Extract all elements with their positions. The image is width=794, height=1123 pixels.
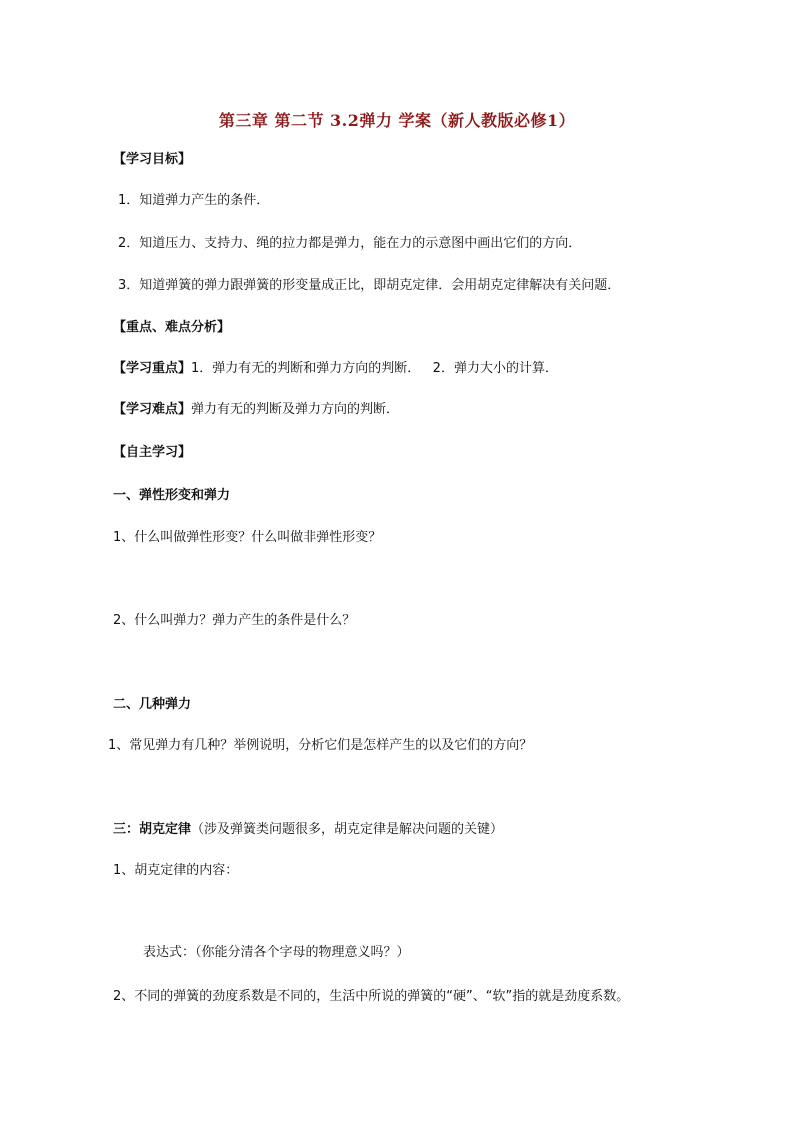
section1-question-1: 1、什么叫做弹性形变？什么叫做非弹性形变？ — [113, 530, 382, 545]
difficulty-line — [113, 402, 399, 418]
section2-heading: 二、几种弹力 — [113, 697, 192, 712]
difficulty-label: 【学习难点】 — [113, 402, 192, 417]
section3-heading-line — [113, 822, 503, 838]
objectives-heading: 【学习目标】 — [113, 152, 192, 167]
section3-expression: 表达式：（你能分清各个字母的物理意义吗？） — [143, 945, 410, 960]
section3-question-2: 2、不同的弹簧的劲度系数是不同的，生活中所说的弹簧的“硬”、“软”指的就是劲度系数。 — [113, 989, 630, 1004]
section1-question-2: 2、什么叫弹力？弹力产生的条件是什么？ — [113, 613, 356, 628]
objective-item-1: 1．知道弹力产生的条件． — [118, 193, 270, 208]
section3-note: （涉及弹簧类问题很多，胡克定律是解决问题的关键） — [191, 822, 504, 837]
analysis-heading: 【重点、难点分析】 — [113, 320, 231, 335]
objective-item-3: 3．知道弹簧的弹力跟弹簧的形变量成正比，即胡克定律．会用胡克定律解决有关问题． — [118, 278, 621, 293]
page-title: 第三章 第二节 3.2弹力 学案（新人教版必修1） — [218, 111, 576, 130]
self-study-heading: 【自主学习】 — [113, 445, 192, 460]
key-points-text: 1．弹力有无的判断和弹力方向的判断． 2．弹力大小的计算． — [191, 361, 558, 376]
difficulty-text: 弹力有无的判断及弹力方向的判断． — [191, 402, 400, 417]
section3-heading: 三：胡克定律 — [113, 822, 192, 837]
section2-question-1: 1、常见弹力有几种？举例说明，分析它们是怎样产生的以及它们的方向？ — [108, 738, 533, 753]
section3-question-1: 1、胡克定律的内容： — [113, 863, 239, 878]
section1-heading: 一、弹性形变和弹力 — [113, 488, 231, 503]
key-points-label: 【学习重点】 — [113, 361, 192, 376]
key-points-line — [113, 361, 558, 377]
objective-item-2: 2．知道压力、支持力、绳的拉力都是弹力，能在力的示意图中画出它们的方向． — [118, 236, 582, 251]
